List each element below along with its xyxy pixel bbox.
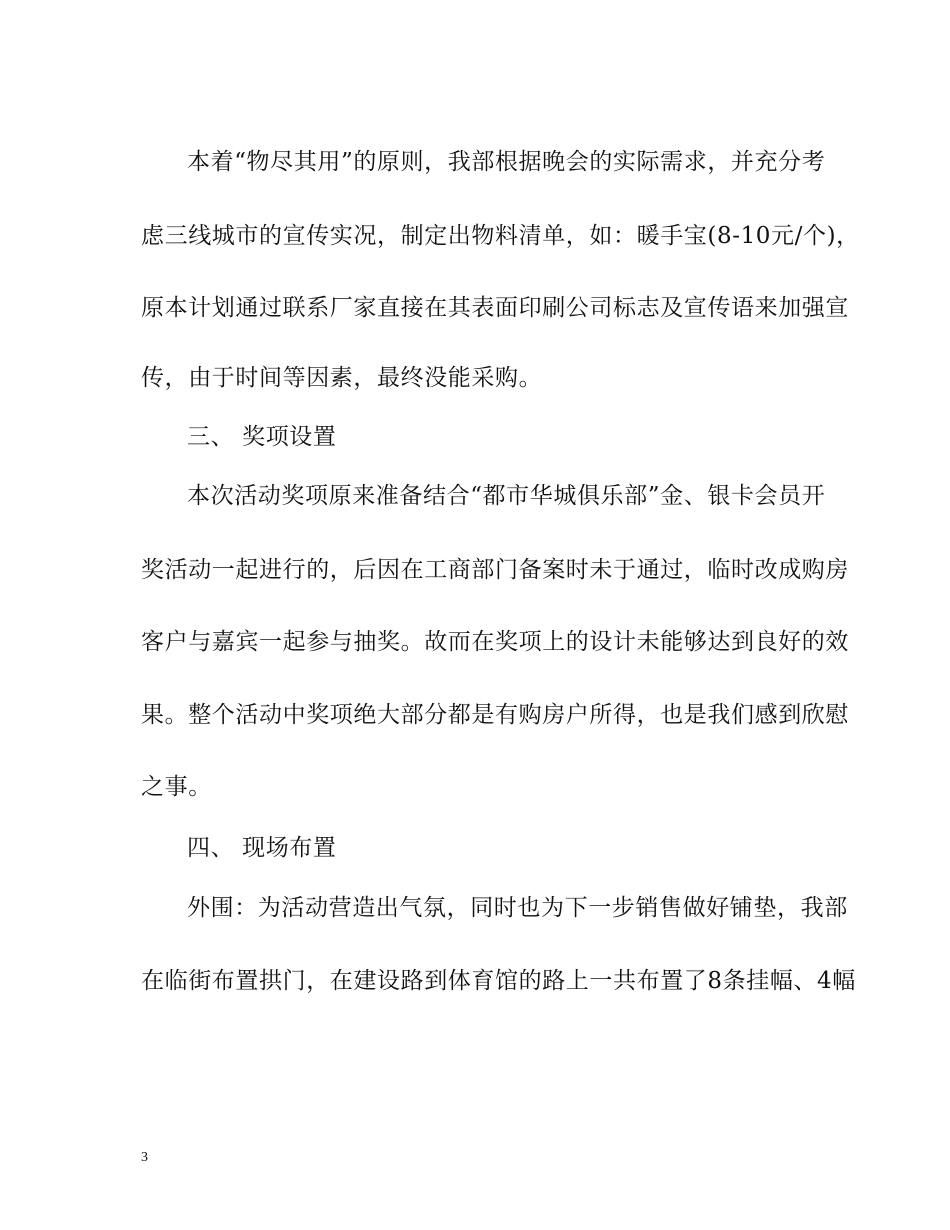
paragraph-line: 奖活动一起进行的，后因在工商部门备案时未于通过，临时改成购房 [141, 557, 849, 583]
paragraph-line: 原本计划通过联系厂家直接在其表面印刷公司标志及宣传语来加强宣 [141, 295, 849, 321]
paragraph-line: 外围：为活动营造出气氛，同时也为下一步销售做好铺垫，我部 [187, 895, 848, 921]
section-heading: 四、 现场布置 [187, 835, 337, 861]
paragraph-line: 本次活动奖项原来准备结合“都市华城俱乐部”金、银卡会员开 [187, 483, 826, 509]
paragraph-line: 客户与嘉宾一起参与抽奖。故而在奖项上的设计未能够达到良好的效 [141, 629, 849, 655]
page-number: 3 [141, 1150, 148, 1165]
section-heading: 三、 奖项设置 [187, 424, 337, 450]
paragraph-line: 本着“物尽其用”的原则，我部根据晚会的实际需求，并充分考 [187, 149, 826, 175]
paragraph-line: 传，由于时间等因素，最终没能采购。 [141, 365, 543, 391]
paragraph-line: 之事。 [141, 774, 212, 800]
paragraph-line: 虑三线城市的宣传实况，制定出物料清单，如：暖手宝(8-10元/个)， [141, 223, 860, 249]
paragraph-line: 在临街布置拱门，在建设路到体育馆的路上一共布置了8条挂幅、4幅 [141, 968, 856, 994]
paragraph-line: 果。整个活动中奖项绝大部分都是有购房户所得，也是我们感到欣慰 [141, 702, 849, 728]
